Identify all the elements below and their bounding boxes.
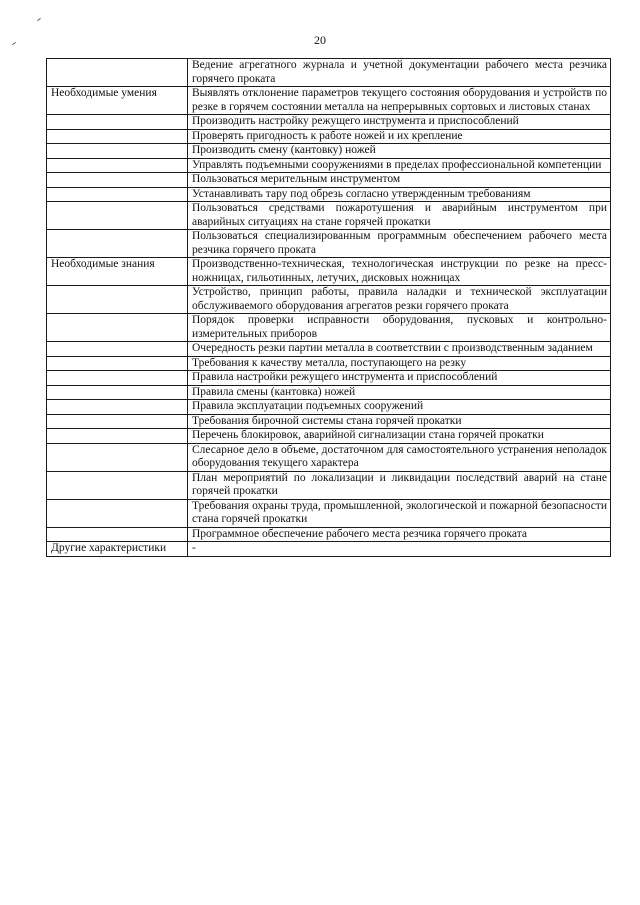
- section-heading: Необходимые умения: [47, 87, 188, 115]
- table-row: [47, 400, 611, 415]
- section-heading-continuation: [47, 286, 188, 314]
- table-row: [47, 87, 611, 115]
- requirement-item: Производить смену (кантовку) ножей: [188, 144, 611, 159]
- section-heading-continuation: [47, 371, 188, 386]
- section-heading-continuation: [47, 385, 188, 400]
- requirement-item: Пользоваться специализированным программным обеспечением рабочего места резчика горячего проката: [188, 230, 611, 258]
- requirement-item: Очередность резки партии металла в соответствии с производственным заданием: [188, 342, 611, 357]
- section-heading-continuation: [47, 144, 188, 159]
- requirement-item: Выявлять отклонение параметров текущего состояния оборудования и устройств по резке в горячем состоянии металла на непрерывных сортовых и листовых станах: [188, 87, 611, 115]
- section-heading-continuation: [47, 471, 188, 499]
- requirement-item: План мероприятий по локализации и ликвидации последствий аварий на стане горячей прокатки: [188, 471, 611, 499]
- page-number: 20: [314, 33, 326, 47]
- requirement-item: Проверять пригодность к работе ножей и их крепление: [188, 129, 611, 144]
- section-heading-continuation: [47, 202, 188, 230]
- requirement-item: Требования бирочной системы стана горячей прокатки: [188, 414, 611, 429]
- requirement-item: Требования к качеству металла, поступающего на резку: [188, 356, 611, 371]
- requirement-item: Слесарное дело в объеме, достаточном для самостоятельного устранения неполадок оборудования текущего характера: [188, 443, 611, 471]
- section-heading-continuation: [47, 527, 188, 542]
- table-row: [47, 471, 611, 499]
- table-row: [47, 59, 611, 87]
- table-row: [47, 144, 611, 159]
- requirement-item: Пользоваться мерительным инструментом: [188, 173, 611, 188]
- requirement-item: Правила эксплуатации подъемных сооружений: [188, 400, 611, 415]
- section-heading-continuation: [47, 342, 188, 357]
- requirement-item: Правила смены (кантовка) ножей: [188, 385, 611, 400]
- competency-table-body: [47, 59, 611, 557]
- table-row: [47, 527, 611, 542]
- requirement-item: Пользоваться средствами пожаротушения и аварийным инструментом при аварийных ситуациях на стане горячей прокатки: [188, 202, 611, 230]
- section-heading-continuation: [47, 115, 188, 130]
- table-row: [47, 115, 611, 130]
- section-heading-continuation: [47, 400, 188, 415]
- requirement-item: Устройство, принцип работы, правила наладки и технической эксплуатации обслуживаемого оборудования агрегатов резки горячего проката: [188, 286, 611, 314]
- table-row: [47, 342, 611, 357]
- table-row: [47, 314, 611, 342]
- section-heading-continuation: [47, 443, 188, 471]
- requirement-item: Производить настройку режущего инструмента и приспособлений: [188, 115, 611, 130]
- requirement-item: Устанавливать тару под обрезь согласно утвержденным требованиям: [188, 187, 611, 202]
- table-row: [47, 286, 611, 314]
- table-row: [47, 499, 611, 527]
- section-heading-continuation: [47, 187, 188, 202]
- section-heading: Другие характеристики: [47, 542, 188, 557]
- requirement-item: -: [188, 542, 611, 557]
- section-heading-continuation: [47, 499, 188, 527]
- section-heading-continuation: [47, 314, 188, 342]
- table-row: [47, 371, 611, 386]
- section-heading-continuation: [47, 129, 188, 144]
- table-row: [47, 542, 611, 557]
- competency-table: [46, 58, 611, 557]
- table-row: [47, 429, 611, 444]
- section-heading-continuation: [47, 414, 188, 429]
- section-heading-continuation: [47, 158, 188, 173]
- section-heading: Необходимые знания: [47, 258, 188, 286]
- requirement-item: Правила настройки режущего инструмента и приспособлений: [188, 371, 611, 386]
- table-row: [47, 173, 611, 188]
- requirement-item: Требования охраны труда, промышленной, экологической и пожарной безопасности стана горячей прокатки: [188, 499, 611, 527]
- section-heading-continuation: [47, 173, 188, 188]
- requirement-item: Ведение агрегатного журнала и учетной документации рабочего места резчика горячего проката: [188, 59, 611, 87]
- section-heading-continuation: [47, 429, 188, 444]
- table-row: [47, 414, 611, 429]
- table-row: [47, 356, 611, 371]
- requirement-item: Программное обеспечение рабочего места резчика горячего проката: [188, 527, 611, 542]
- table-row: [47, 202, 611, 230]
- table-row: [47, 230, 611, 258]
- table-row: [47, 129, 611, 144]
- table-row: [47, 258, 611, 286]
- table-row: [47, 158, 611, 173]
- requirement-item: Производственно-техническая, технологическая инструкции по резке на пресс-ножницах, гильотинных, летучих, дисковых ножницах: [188, 258, 611, 286]
- table-row: [47, 385, 611, 400]
- table-row: [47, 187, 611, 202]
- requirement-item: Управлять подъемными сооружениями в пределах профессиональной компетенции: [188, 158, 611, 173]
- table-row: [47, 443, 611, 471]
- requirement-item: Перечень блокировок, аварийной сигнализации стана горячей прокатки: [188, 429, 611, 444]
- section-heading-continuation: [47, 356, 188, 371]
- section-heading: [47, 59, 188, 87]
- requirement-item: Порядок проверки исправности оборудования, пусковых и контрольно-измерительных приборов: [188, 314, 611, 342]
- scan-mark: [37, 18, 41, 21]
- section-heading-continuation: [47, 230, 188, 258]
